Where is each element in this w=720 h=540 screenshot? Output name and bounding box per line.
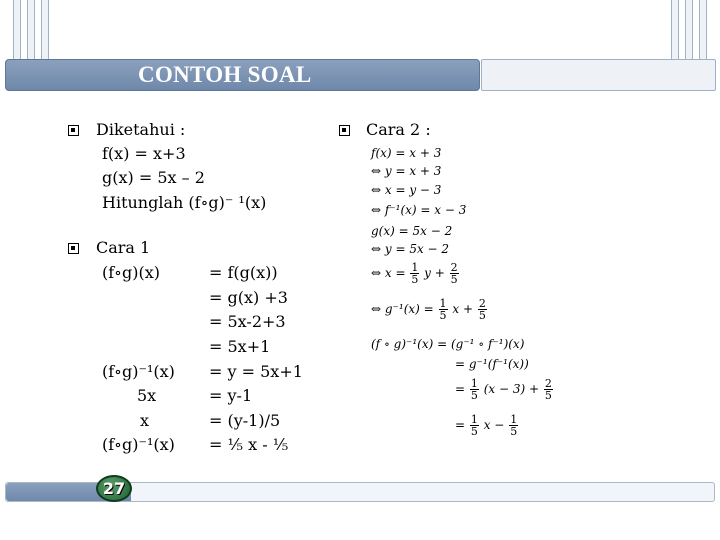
cara2-line: ⇔ y = x + 3: [371, 164, 442, 178]
cara2-line-final: [455, 414, 519, 437]
cara2-line: = g⁻¹(f⁻¹(x)): [455, 357, 529, 371]
step-left: 5x: [137, 386, 157, 405]
given-line: f(x) = x+3: [102, 144, 186, 163]
bullet-icon: [68, 243, 79, 254]
cara2-line-tail: y +: [424, 266, 445, 280]
cara2-line-prefix: =: [455, 382, 466, 396]
cara2-line-frac-ginv: [371, 298, 488, 321]
step-left: (f∘g)(x): [102, 263, 160, 282]
cara2-line: ⇔ f⁻¹(x) = x − 3: [371, 203, 467, 217]
step-right: = 5x+1: [209, 337, 271, 356]
step-left: (f∘g)⁻¹(x): [102, 362, 175, 381]
cara2-line-tail: (x − 3) +: [483, 382, 540, 396]
cara2-line-prefix: ⇔ x =: [371, 266, 406, 280]
step-right: = y-1: [209, 386, 253, 405]
bullet-icon: [339, 125, 350, 136]
cara2-line-paren: [455, 378, 554, 401]
cara2-line: (f ∘ g)⁻¹(x) = (g⁻¹ ∘ f⁻¹)(x): [371, 337, 525, 351]
cara2-line: ⇔ x = y − 3: [371, 183, 442, 197]
step-right: = g(x) +3: [209, 288, 288, 307]
cara2-line-tail: x −: [483, 418, 505, 432]
given-line: Hitunglah (f∘g)⁻ ¹(x): [102, 193, 267, 212]
slide-title: CONTOH SOAL: [138, 62, 312, 87]
fraction: $\frac{2}{5}$: [450, 261, 458, 286]
cara2-line: g(x) = 5x − 2: [371, 224, 453, 238]
cara2-line: ⇔ y = 5x − 2: [371, 242, 450, 256]
diketahui-label: Diketahui :: [96, 120, 186, 139]
cara2-line-frac-x: [371, 262, 460, 285]
fraction: $\frac{1}{5}$: [411, 261, 419, 286]
cara2-line-prefix: ⇔ g⁻¹(x) =: [371, 302, 434, 316]
cara2-line-tail: x +: [452, 302, 473, 316]
step-left: (f∘g)⁻¹(x): [102, 435, 175, 454]
step-right: = y = 5x+1: [209, 362, 303, 381]
cara1-label: Cara 1: [96, 238, 151, 257]
fraction: $\frac{1}{5}$: [510, 413, 518, 438]
fraction: $\frac{2}{5}$: [544, 377, 552, 402]
cara2-label: Cara 2 :: [366, 120, 431, 139]
step-right: = f(g(x)): [209, 263, 278, 282]
cara2-line-prefix: =: [455, 418, 466, 432]
fraction: $\frac{1}{5}$: [470, 377, 478, 402]
step-right: = ⅕ x - ⅕: [209, 435, 289, 454]
step-right: = 5x-2+3: [209, 312, 286, 331]
title-band-right: [481, 59, 716, 91]
step-left: x: [140, 411, 150, 430]
given-line: g(x) = 5x – 2: [102, 168, 205, 187]
fraction: $\frac{1}{5}$: [470, 413, 478, 438]
step-right: = (y-1)/5: [209, 411, 281, 430]
bullet-icon: [68, 125, 79, 136]
page-number-badge: 27: [96, 475, 132, 502]
fraction: $\frac{2}{5}$: [478, 297, 486, 322]
cara2-line: f(x) = x + 3: [371, 146, 442, 160]
fraction: $\frac{1}{5}$: [439, 297, 447, 322]
